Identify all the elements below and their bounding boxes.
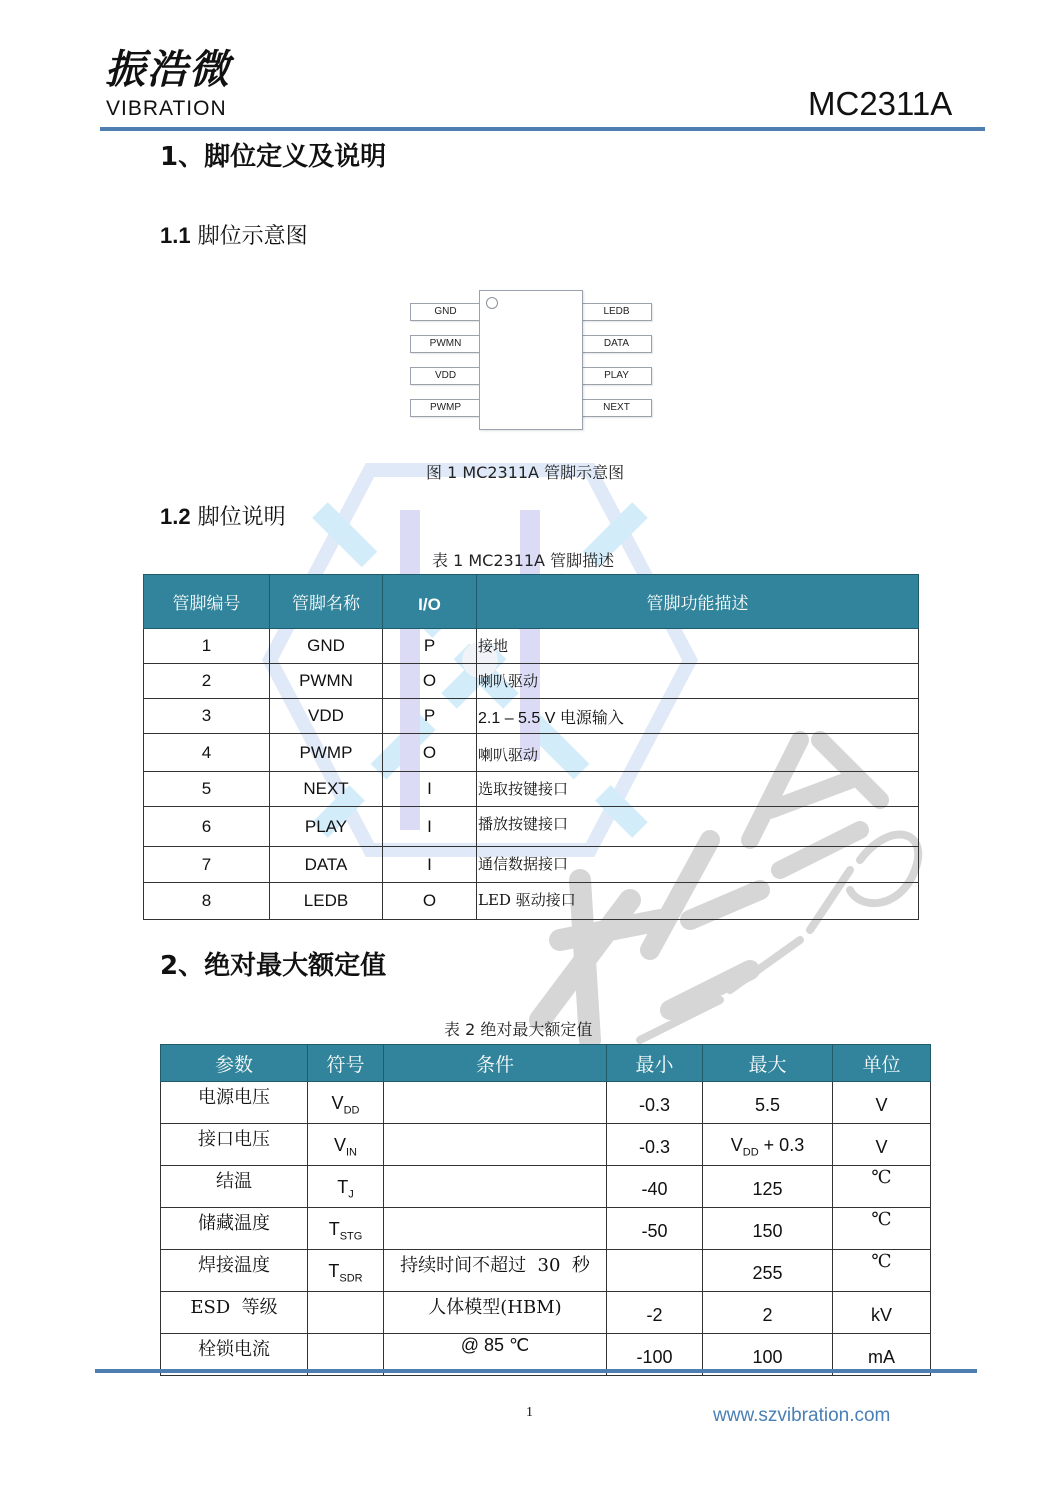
pin-io: I xyxy=(383,847,477,883)
pin-description-table xyxy=(143,574,919,920)
max-value: 125 xyxy=(703,1166,833,1208)
pin-number: 2 xyxy=(144,664,270,699)
max-symbol-base: V xyxy=(730,1135,743,1156)
min-value: -40 xyxy=(607,1166,703,1208)
unit: ℃ xyxy=(833,1250,931,1292)
min-value: -50 xyxy=(607,1208,703,1250)
condition xyxy=(384,1082,607,1124)
pin-name: DATA xyxy=(270,847,383,883)
min-value xyxy=(607,1250,703,1292)
section-2-heading: 2、绝对最大额定值 xyxy=(160,951,387,981)
condition xyxy=(384,1208,607,1250)
pin-description: 喇叭驱动 xyxy=(477,664,919,699)
document-title: MC2311A xyxy=(808,85,953,122)
table-row xyxy=(144,664,919,699)
header-pin-name: 管脚名称 xyxy=(270,575,383,629)
table-row xyxy=(144,629,919,664)
symbol-base: T xyxy=(328,1261,340,1282)
symbol xyxy=(308,1124,384,1166)
pin-io: P xyxy=(383,699,477,734)
symbol-subscript: SDR xyxy=(339,1272,363,1285)
pin-number: 6 xyxy=(144,807,270,847)
table-row xyxy=(161,1082,931,1124)
condition: 持续时间不超过 30 秒 xyxy=(384,1250,607,1292)
max-value: 100 xyxy=(703,1334,833,1376)
header-pin-number: 管脚编号 xyxy=(144,575,270,629)
section-title: 脚位说明 xyxy=(197,505,286,530)
pin-name: PWMN xyxy=(270,664,383,699)
symbol xyxy=(308,1082,384,1124)
table-row xyxy=(161,1292,931,1334)
section-1-1-heading xyxy=(160,222,308,251)
table-row xyxy=(144,699,919,734)
header-io: I/O xyxy=(383,575,477,629)
pin-description: 喇叭驱动 xyxy=(477,734,919,772)
section-1-heading: 1、脚位定义及说明 xyxy=(160,142,387,172)
pin-description: 2.1 – 5.5 V 电源输入 xyxy=(477,699,919,734)
min-value: -0.3 xyxy=(607,1082,703,1124)
max-value: 2 xyxy=(703,1292,833,1334)
table-header-row xyxy=(161,1045,931,1082)
pin-number: 1 xyxy=(144,629,270,664)
absolute-max-ratings-table xyxy=(160,1044,931,1376)
section-number: 1.2 xyxy=(160,504,191,529)
table-2-caption: 表 2 绝对最大额定值 xyxy=(444,1020,593,1039)
symbol-subscript: DD xyxy=(343,1104,360,1117)
condition xyxy=(384,1124,607,1166)
page-number: 1 xyxy=(526,1405,533,1420)
symbol-base: T xyxy=(328,1219,340,1240)
header-min: 最小 xyxy=(607,1045,703,1082)
pin-name: PLAY xyxy=(270,807,383,847)
pin-data: DATA xyxy=(581,335,652,353)
table-row xyxy=(144,883,919,920)
symbol xyxy=(308,1250,384,1292)
table-row xyxy=(161,1208,931,1250)
pin-number: 5 xyxy=(144,772,270,807)
param: 储藏温度 xyxy=(161,1208,308,1250)
logo-chinese: 振浩微 xyxy=(105,46,231,93)
unit: V xyxy=(833,1124,931,1166)
logo-english: VIBRATION xyxy=(106,97,227,120)
table-row xyxy=(161,1166,931,1208)
header-condition: 条件 xyxy=(384,1045,607,1082)
pin-ledb: LEDB xyxy=(581,303,652,321)
param: ESD 等级 xyxy=(161,1292,308,1334)
max-offset: + 0.3 xyxy=(758,1135,805,1156)
pin-description: 接地 xyxy=(477,629,919,664)
pin-number: 8 xyxy=(144,883,270,920)
symbol xyxy=(308,1292,384,1334)
pin1-marker-icon xyxy=(486,297,498,309)
param: 接口电压 xyxy=(161,1124,308,1166)
header-unit: 单位 xyxy=(833,1045,931,1082)
pin-io: O xyxy=(383,883,477,920)
min-value: -2 xyxy=(607,1292,703,1334)
max-symbol-subscript: DD xyxy=(742,1146,759,1159)
figure-1-caption: 图 1 MC2311A 管脚示意图 xyxy=(426,463,625,482)
header-symbol: 符号 xyxy=(308,1045,384,1082)
chip-body xyxy=(479,290,583,430)
pin-description: LED 驱动接口 xyxy=(477,883,919,920)
max-value: 150 xyxy=(703,1208,833,1250)
condition: 人体模型(HBM) xyxy=(384,1292,607,1334)
pin-next: NEXT xyxy=(581,399,652,417)
pin-name: LEDB xyxy=(270,883,383,920)
param: 电源电压 xyxy=(161,1082,308,1124)
max-value: 5.5 xyxy=(703,1082,833,1124)
table-1-caption: 表 1 MC2311A 管脚描述 xyxy=(432,551,615,570)
symbol-base: V xyxy=(333,1135,346,1156)
max-value: 255 xyxy=(703,1250,833,1292)
symbol xyxy=(308,1208,384,1250)
pin-io: P xyxy=(383,629,477,664)
pin-number: 7 xyxy=(144,847,270,883)
pin-pwmn: PWMN xyxy=(410,335,481,353)
symbol xyxy=(308,1166,384,1208)
condition: @ 85 ℃ xyxy=(384,1334,607,1376)
pin-name: PWMP xyxy=(270,734,383,772)
table-row xyxy=(161,1124,931,1166)
table-header-row xyxy=(144,575,919,629)
pin-number: 4 xyxy=(144,734,270,772)
header-max: 最大 xyxy=(703,1045,833,1082)
table-row xyxy=(144,772,919,807)
pin-name: GND xyxy=(270,629,383,664)
pin-io: O xyxy=(383,664,477,699)
pin-description: 选取按键接口 xyxy=(477,772,919,807)
symbol-subscript: J xyxy=(348,1188,354,1201)
symbol-subscript: IN xyxy=(346,1146,357,1159)
unit: kV xyxy=(833,1292,931,1334)
min-value: -0.3 xyxy=(607,1124,703,1166)
max-value xyxy=(703,1124,833,1166)
header-function: 管脚功能描述 xyxy=(477,575,919,629)
symbol-base: T xyxy=(337,1177,349,1198)
min-value: -100 xyxy=(607,1334,703,1376)
header-parameter: 参数 xyxy=(161,1045,308,1082)
pin-gnd: GND xyxy=(410,303,481,321)
symbol-subscript: STG xyxy=(339,1230,363,1243)
param: 结温 xyxy=(161,1166,308,1208)
pin-io: I xyxy=(383,772,477,807)
pin-number: 3 xyxy=(144,699,270,734)
param: 栓锁电流 xyxy=(161,1334,308,1376)
pin-description: 播放按键接口 xyxy=(477,807,919,847)
pin-pwmp: PWMP xyxy=(410,399,481,417)
pin-name: VDD xyxy=(270,699,383,734)
pin-io: I xyxy=(383,807,477,847)
footer-divider xyxy=(95,1369,977,1373)
unit: mA xyxy=(833,1334,931,1376)
pin-play: PLAY xyxy=(581,367,652,385)
unit: ℃ xyxy=(833,1208,931,1250)
table-row xyxy=(144,807,919,847)
pin-io: O xyxy=(383,734,477,772)
section-1-2-heading xyxy=(160,503,286,532)
symbol-base: V xyxy=(331,1093,344,1114)
pin-description: 通信数据接口 xyxy=(477,847,919,883)
section-title: 脚位示意图 xyxy=(197,224,308,249)
table-row xyxy=(144,847,919,883)
pin-name: NEXT xyxy=(270,772,383,807)
unit: V xyxy=(833,1082,931,1124)
pin-vdd: VDD xyxy=(410,367,481,385)
condition xyxy=(384,1166,607,1208)
table-row xyxy=(144,734,919,772)
param: 焊接温度 xyxy=(161,1250,308,1292)
website-link[interactable]: www.szvibration.com xyxy=(713,1405,891,1426)
table-row xyxy=(161,1250,931,1292)
unit: ℃ xyxy=(833,1166,931,1208)
section-number: 1.1 xyxy=(160,223,191,248)
header-divider xyxy=(100,127,985,131)
